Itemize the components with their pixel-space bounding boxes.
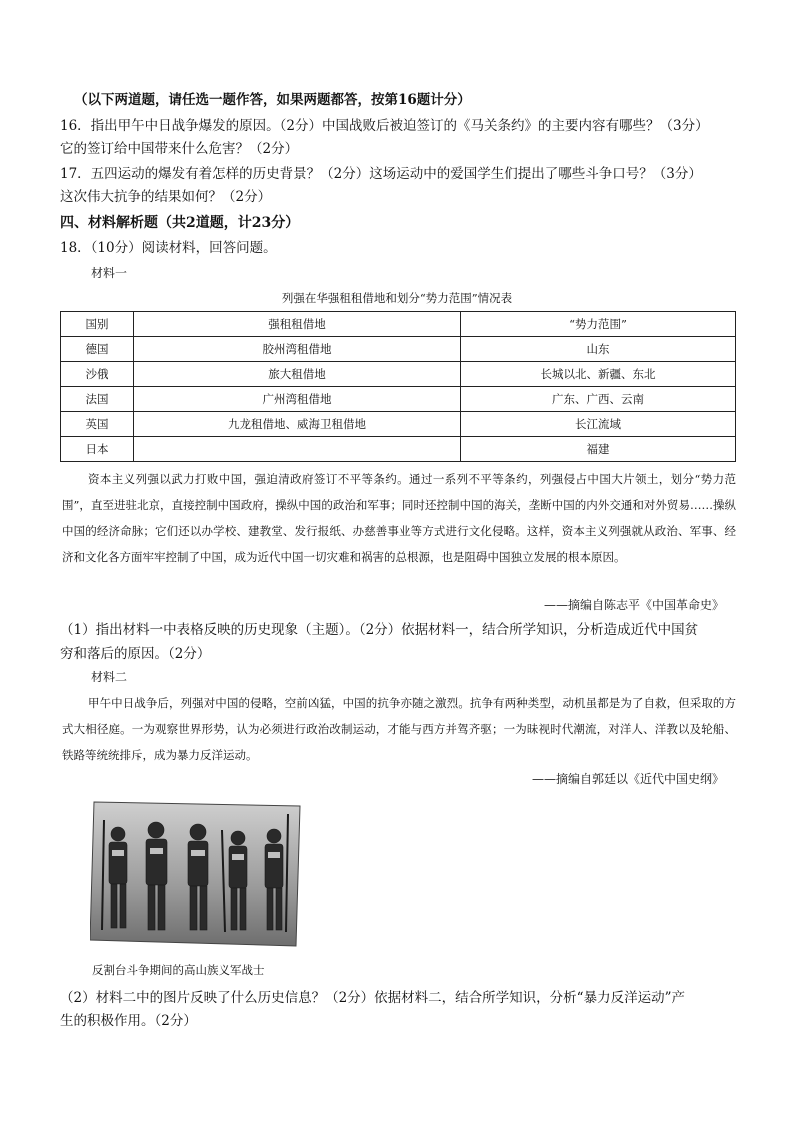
- table-cell: 长城以北、新疆、东北: [461, 362, 736, 387]
- material-1-paragraph: 资本主义列强以武力打败中国，强迫清政府签订不平等条约。通过一系列不平等条约，列强侵占中国大片领土，划分“势力范围”，直至进驻北京，直接控制中国政府，操纵中国的政治和军事；同时还控制中国的海关，垄断中国的内外交通和对外贸易……操纵中国的经济命脉；它们还以办学校、建教堂、发行报纸、办慈善事业等方式进行文化侵略。这样，资本主义列强就从政治、军事、经济和文化各方面牢牢控制了中国，成为近代中国一切灾难和祸害的总根源，也是阻碍中国独立发展的根本原因。: [62, 472, 736, 564]
- table-cell: 九龙租借地、威海卫租借地: [134, 412, 461, 437]
- concessions-table: [60, 311, 736, 462]
- question-17-line2: 这次伟大抗争的结果如何？（2分）: [60, 189, 272, 205]
- table-row: [61, 412, 736, 437]
- table-cell: 福建: [461, 437, 736, 462]
- table-cell: 广州湾租借地: [134, 387, 461, 412]
- question-18-intro: 18．（10分）阅读材料，回答问题。: [60, 240, 277, 256]
- table-title: 列强在华强租租借地和划分“势力范围”情况表: [281, 291, 513, 305]
- table-header-cell: 强租租借地: [134, 312, 461, 337]
- question-16-line1: 16．指出甲午中日战争爆发的原因。（2分）中国战败后被迫签订的《马关条约》的主要内容有哪些？（3分）: [60, 118, 709, 134]
- table-cell: 法国: [61, 387, 134, 412]
- table-cell: 广东、广西、云南: [461, 387, 736, 412]
- warriors-photo: [90, 800, 302, 948]
- subquestion-1-line2: 穷和落后的原因。（2分）: [60, 646, 211, 662]
- table-row: [61, 437, 736, 462]
- table-row: [61, 387, 736, 412]
- question-16-line2: 它的签订给中国带来什么危害？（2分）: [60, 141, 299, 157]
- choice-instruction: （以下两道题，请任选一题作答，如果两题都答，按第16题计分）: [74, 92, 471, 108]
- material-2-paragraph: 甲午中日战争后，列强对中国的侵略，空前凶猛，中国的抗争亦随之激烈。抗争有两种类型，动机虽都是为了自救，但采取的方式大相径庭。一为观察世界形势，认为必须进行政治改制运动，才能与西方并驾齐驱；一为昧视时代潮流，对洋人、洋教以及轮船、铁路等统统排斥，成为暴力反洋运动。: [62, 696, 736, 762]
- table-row: [61, 362, 736, 387]
- subquestion-2-line2: 生的积极作用。（2分）: [60, 1013, 197, 1029]
- table-cell: 沙俄: [61, 362, 134, 387]
- material-1-source: ——摘编自陈志平《中国革命史》: [543, 598, 724, 612]
- table-cell: 英国: [61, 412, 134, 437]
- material-2-source: ——摘编自郭廷以《近代中国史纲》: [531, 772, 724, 786]
- table-cell: 山东: [461, 337, 736, 362]
- table-row: [61, 337, 736, 362]
- table-cell: [134, 437, 461, 462]
- table-cell: 德国: [61, 337, 134, 362]
- table-header-cell: 国别: [61, 312, 134, 337]
- table-cell: 长江流域: [461, 412, 736, 437]
- table-cell: 胶州湾租借地: [134, 337, 461, 362]
- material-2-label: 材料二: [91, 670, 128, 684]
- table-header-cell: “势力范围”: [461, 312, 736, 337]
- question-17-line1: 17．五四运动的爆发有着怎样的历史背景？（2分）这场运动中的爱国学生们提出了哪些斗争口号？（3分）: [60, 166, 702, 182]
- material-1-label: 材料一: [91, 266, 128, 280]
- photo-caption: 反割台斗争期间的高山族义军战士: [92, 963, 265, 977]
- table-header-row: [61, 312, 736, 337]
- subquestion-1-line1: （1）指出材料一中表格反映的历史现象（主题）。（2分）依据材料一，结合所学知识，分析造成近代中国贫: [60, 622, 699, 638]
- section-4-title: 四、材料解析题（共2道题，计23分）: [60, 215, 300, 231]
- table-cell: 日本: [61, 437, 134, 462]
- subquestion-2-line1: （2）材料二中的图片反映了什么历史信息？（2分）依据材料二，结合所学知识，分析“暴力反洋运动”产: [60, 990, 685, 1006]
- table-cell: 旅大租借地: [134, 362, 461, 387]
